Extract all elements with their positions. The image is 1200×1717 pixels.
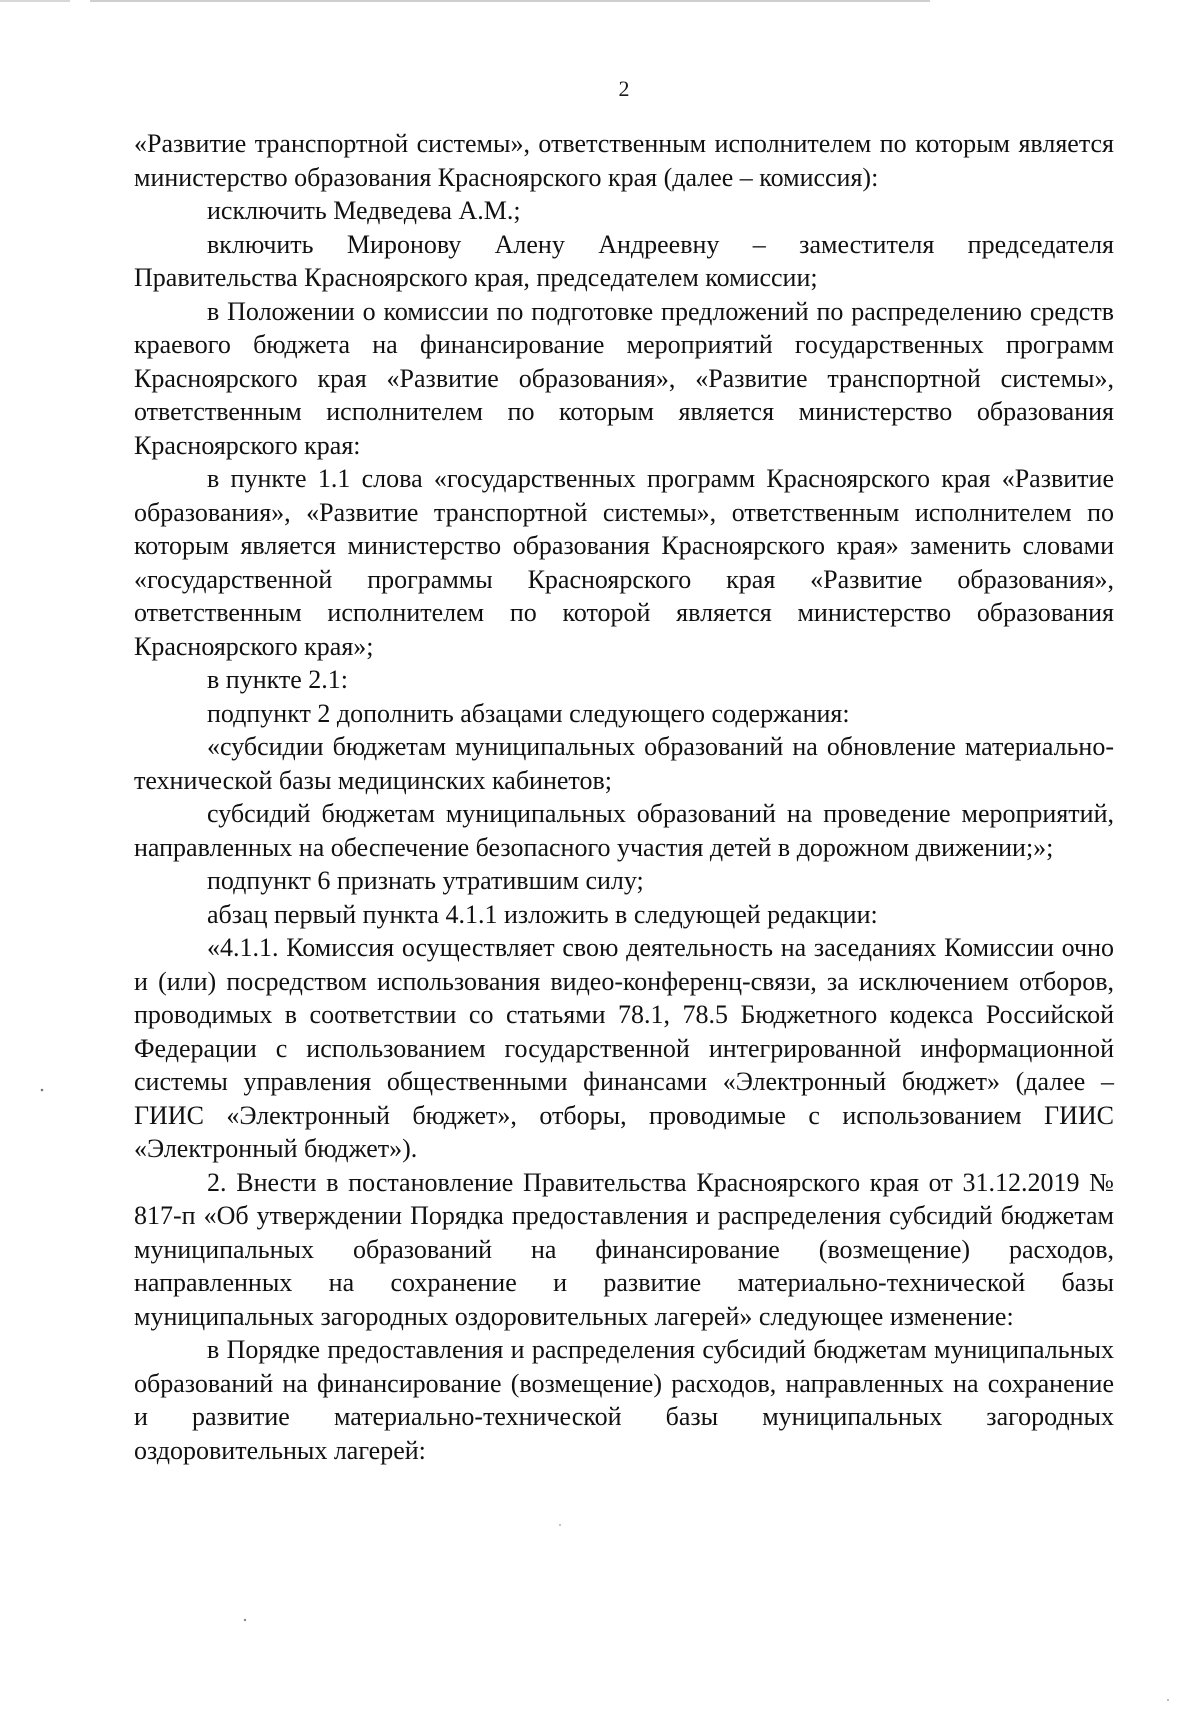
- paragraph: подпункт 6 признать утратившим силу;: [207, 866, 644, 895]
- paragraph: абзац первый пункта 4.1.1 изложить в следующей редакции:: [207, 899, 878, 929]
- paragraph: в пункте 1.1 слова «государственных программ Красноярского края «Развитие образования», «Развитие транспортной системы», ответственным исполнителем по которым является министерство образования Красноярского края» заменить словами «государственной программы Красноярского края «Развитие образования», ответственным исполнителем по которой является министерство образования Красноярского края»;: [134, 464, 1114, 661]
- scan-top-edge: [0, 0, 1200, 2]
- page-number: 2: [618, 76, 630, 101]
- paragraph: в Порядке предоставления и распределения субсидий бюджетам муниципальных образований на финансирование (возмещение) расходов, направленных на сохранение и развитие материально-технической базы муниципальных загородных оздоровительных лагерей:: [134, 1335, 1114, 1465]
- paragraph: «4.1.1. Комиссия осуществляет свою деятельность на заседаниях Комиссии очно и (или) посредством использования видео-конференц-связи, за исключением отборов, проводимых в соответствии со статьями 78.1, 78.5 Бюджетного кодекса Российской Федерации с использованием государственной интегрированной информационной системы управления общественными финансами «Электронный бюджет» (далее – ГИИС «Электронный бюджет», отборы, проводимые с использованием ГИИС «Электронный бюджет»).: [134, 933, 1114, 1163]
- paragraph: исключить Медведева А.М.;: [207, 196, 521, 225]
- paragraph: в пункте 2.1:: [207, 665, 349, 694]
- paragraph: включить Миронову Алену Андреевну – заместителя председателя Правительства Красноярского края, председателем комиссии;: [134, 229, 1114, 292]
- paragraph: «Развитие транспортной системы», ответственным исполнителем по которым является министерство образования Красноярского края (далее – комиссия):: [134, 129, 1114, 192]
- paragraph: субсидий бюджетам муниципальных образований на проведение мероприятий, направленных на обеспечение безопасного участия детей в дорожном движении;»;: [134, 799, 1114, 862]
- paragraph: подпункт 2 дополнить абзацами следующего содержания:: [207, 698, 850, 728]
- paragraph: 2. Внести в постановление Правительства Красноярского края от 31.12.2019 № 817-п «Об утверждении Порядка предоставления и распределения субсидий бюджетам муниципальных образований на финансирование (возмещение) расходов, направленных на сохранение и развитие материально-технической базы муниципальных загородных оздоровительных лагерей» следующее изменение:: [134, 1167, 1114, 1331]
- paragraph: в Положении о комиссии по подготовке предложений по распределению средств краевого бюджета на финансирование мероприятий государственных программ Красноярского края «Развитие образования», «Развитие транспортной системы», ответственным исполнителем по которым является министерство образования Красноярского края:: [134, 296, 1114, 460]
- paragraph: «субсидии бюджетам муниципальных образований на обновление материально-технической базы медицинских кабинетов;: [134, 732, 1114, 795]
- document-body: [134, 127, 1114, 1467]
